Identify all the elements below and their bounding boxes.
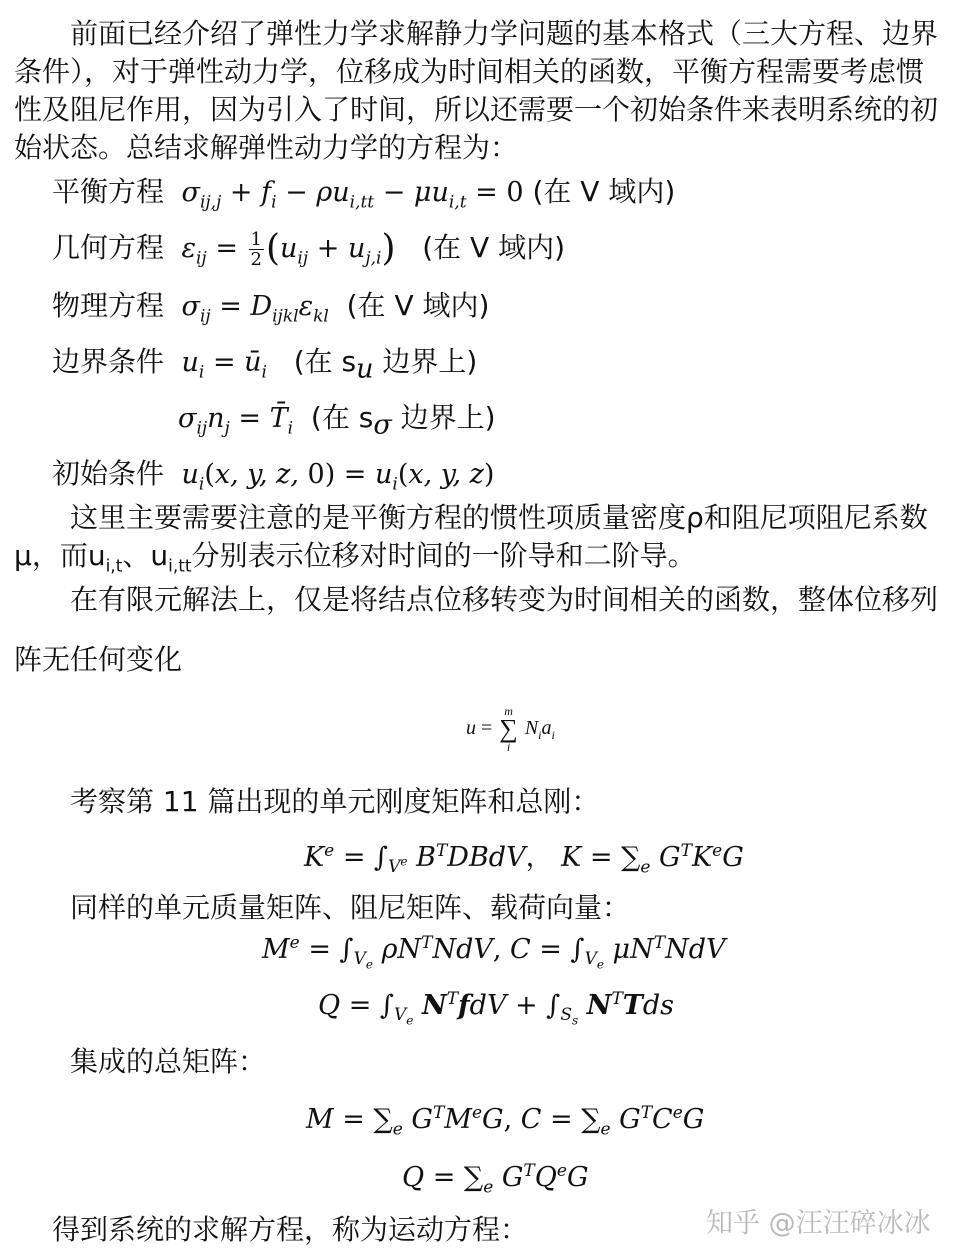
fem-line-2: 阵无任何变化 xyxy=(14,643,183,676)
physical-domain: (在 V 域内) xyxy=(346,289,490,322)
fem-line-1: 在有限元解法上，仅是将结点位移转变为时间相关的函数，整体位移列 xyxy=(70,583,939,616)
intro-line-3: 性及阻尼作用，因为引入了时间，所以还需要一个初始条件来表明系统的初 xyxy=(14,93,939,126)
boundary-label: 边界条件 xyxy=(52,345,165,378)
sum-symbol: m ∑ i xyxy=(499,704,518,755)
equilibrium-formula: $\sigma_{ij,j} + f_i - \rho u_{i,tt} - \mu u_{i,t} = 0$ xyxy=(172,177,524,213)
equilibrium-label: 平衡方程 xyxy=(52,175,165,208)
intro-line-2: 条件），对于弹性动力学，位移成为时间相关的函数，平衡方程需要考虑惯 xyxy=(14,55,925,88)
boundary-formula-1: $u_i$ = $ū_i$ xyxy=(172,347,267,383)
geometric-label: 几何方程 xyxy=(52,231,165,264)
boundary-formula-2: $\sigma_{ij}n_j$ = $T̄_i$ xyxy=(178,403,294,439)
equilibrium-domain: (在 V 域内) xyxy=(532,175,676,208)
boundary-equation-2 xyxy=(178,398,496,439)
mass-damping-formula: $Me = \int_{V_e}$ $\rho N^TNdV$, $C = \int_{V_e}$ $\mu N^TNdV$ xyxy=(262,933,726,972)
initial-condition xyxy=(52,454,494,495)
load-vector-formula: $Q = \int_{V_e}$ $N^TfdV + \int_{S_s}$ $N^TTds$ xyxy=(318,989,675,1028)
physical-label: 物理方程 xyxy=(52,289,165,322)
physical-equation xyxy=(52,286,489,327)
assembled-load-formula: $Q = \sum_e$ $G^TQ^eG$ xyxy=(402,1161,589,1198)
initial-formula: $u_i(x$, y, z, $0) = u_i(x$, y, z) xyxy=(172,459,495,495)
intro-line-1: 前面已经介绍了弹性力学求解静力学问题的基本格式（三大方程、边界 xyxy=(70,17,939,50)
initial-label: 初始条件 xyxy=(52,457,165,490)
displacement-formula: u = m ∑ i $N_ia_i$ xyxy=(466,704,555,755)
boundary-equation-1 xyxy=(52,342,477,383)
geometric-formula: $\varepsilon_{ij}$ = $\frac{1}{2}$ $(u_{ij} + u_{j,i})$ xyxy=(172,228,396,270)
physical-formula: $\sigma_{ij} = D_{ijkl}\varepsilon_{kl}$ xyxy=(172,291,329,327)
geometric-equation xyxy=(52,228,565,269)
mass-intro: 同样的单元质量矩阵、阻尼矩阵、载荷向量： xyxy=(70,891,631,924)
stiffness-intro: 考察第 11 篇出现的单元刚度矩阵和总刚： xyxy=(70,785,600,818)
note-line-1: 这里主要需要注意的是平衡方程的惯性项质量密度ρ和阻尼项阻尼系数 xyxy=(70,501,928,534)
boundary-domain-2: (在 $s_\sigma$ 边界上) xyxy=(310,401,496,441)
stiffness-formula: $K^e = \int_{V^e}$ $B^TDBdV$， $K = \sum_e$ $G^TK^eG$ xyxy=(304,841,744,878)
final-line: 得到系统的求解方程，称为运动方程： xyxy=(52,1213,529,1246)
equilibrium-equation xyxy=(52,172,675,213)
geometric-domain: (在 V 域内) xyxy=(422,231,566,264)
watermark: 知乎 @汪汪碎冰冰 xyxy=(706,1208,931,1239)
boundary-domain-1: (在 $s_u$ 边界上) xyxy=(293,345,478,385)
assembled-intro: 集成的总矩阵： xyxy=(70,1045,267,1078)
note-line-2: μ，而$u_{i,t}$、$u_{i,tt}$分别表示位移对时间的一阶导和二阶导。 xyxy=(14,539,696,577)
assembled-mass-damping-formula: $M = \sum_e$ $G^TMeG$, $C = \sum_e$ $G^TCeG$ xyxy=(306,1103,705,1140)
intro-line-4: 始状态。总结求解弹性动力学的方程为： xyxy=(14,131,519,164)
